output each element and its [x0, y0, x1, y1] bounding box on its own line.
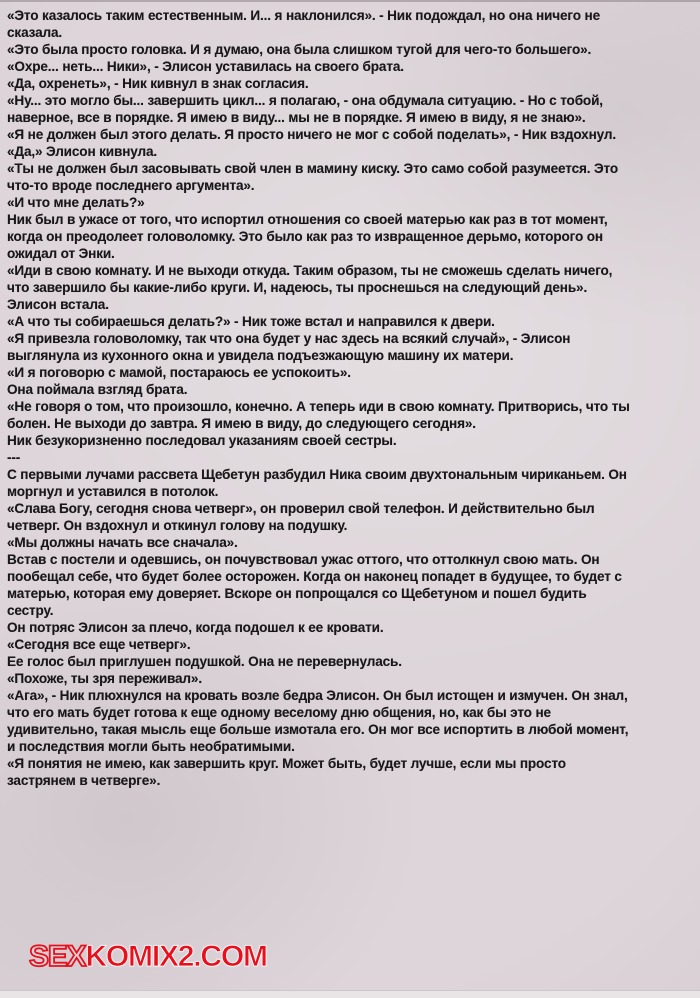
story-line: сказала.	[7, 25, 63, 40]
story-line: болен. Не выходи до завтра. Я имею в виду, до следующего сегодня».	[7, 416, 476, 431]
story-line: «Ну... это могло бы... завершить цикл... я полагаю, - она обдумала ситуацию. - Но с тобой,	[7, 93, 603, 108]
story-line: удивительно, такая мысль еще больше измотала его. Он мог все испортить в любой момент,	[7, 722, 629, 737]
story-line: «А что ты собираешься делать?» - Ник тоже встал и направился к двери.	[7, 314, 495, 329]
story-line: Встав с постели и одевшись, он почувствовал ужас оттого, что оттолкнул свою мать. Он	[7, 552, 600, 567]
story-line: моргнул и уставился в потолок.	[7, 484, 219, 499]
watermark-domain-text: KOMIX2.COM	[85, 940, 267, 973]
story-line: застрянем в четверге».	[7, 773, 161, 788]
page-bottom-strip	[0, 990, 700, 998]
story-line: ожидал от Энки.	[7, 246, 115, 261]
story-line: Ник безукоризненно последовал указаниям своей сестры.	[7, 433, 397, 448]
watermark	[29, 940, 267, 974]
story-line: Ник был в ужасе от того, что испортил отношения со своей матерью как раз в тот момент,	[7, 212, 608, 227]
story-line: Ее голос был приглушен подушкой. Она не перевернулась.	[7, 654, 402, 669]
story-line: Элисон встала.	[7, 297, 109, 312]
story-line: «Слава Богу, сегодня снова четверг», он проверил свой телефон. И действительно был	[7, 501, 595, 516]
story-line: что его мать будет готова к еще одному веселому дню общения, но, как бы это не	[7, 705, 551, 720]
story-line: «Это казалось таким естественным. И... я наклонился». - Ник подождал, но она ничего не	[7, 8, 600, 23]
story-line: когда он преодолеет головоломку. Это было как раз то извращенное дерьмо, которого он	[7, 229, 603, 244]
story-line: «Ты не должен был засовывать свой член в мамину киску. Это само собой разумеется. Это	[7, 161, 619, 176]
story-line: «Сегодня все еще четверг».	[7, 637, 191, 652]
story-line: «Да,» Элисон кивнула.	[7, 144, 158, 159]
story-line: ---	[7, 450, 21, 465]
story-line: «И я поговорю с мамой, постараюсь ее успокоить».	[7, 365, 351, 380]
story-line: «Это была просто головка. И я думаю, она была слишком тугой для чего-то большего».	[7, 42, 592, 57]
story-line: Она поймала взгляд брата.	[7, 382, 188, 397]
story-line: «Я привезла головоломку, так что она будет у нас здесь на всякий случай», - Элисон	[7, 331, 571, 346]
story-line: матерью, которая ему доверяет. Вскоре он попрощался со Щебетуном и пошел будить	[7, 586, 587, 601]
story-line: «Я понятия не имею, как завершить круг. Может быть, будет лучше, если мы просто	[7, 756, 566, 771]
story-line: «Мы должны начать все сначала».	[7, 535, 238, 550]
story-line: «Не говоря о том, что произошло, конечно. А теперь иди в свою комнату. Притворись, что ты	[7, 399, 630, 414]
story-line: сестру.	[7, 603, 54, 618]
story-line: «Иди в свою комнату. И не выходи откуда. Таким образом, ты не сможешь сделать ничего,	[7, 263, 613, 278]
story-line: выглянула из кухонного окна и увидела подъезжающую машину их матери.	[7, 348, 514, 363]
story-line: «Похоже, ты зря переживал».	[7, 671, 202, 686]
page-top-edge	[0, 0, 700, 2]
story-line: Он потряс Элисон за плечо, когда подошел к ее кровати.	[7, 620, 384, 635]
story-line: что завершило бы какие-либо круги. И, надеюсь, ты проснешься на следующий день».	[7, 280, 588, 295]
story-line: четверг. Он вздохнул и откинул голову на подушку.	[7, 518, 348, 533]
story-text	[7, 7, 697, 789]
story-line: пообещал себе, что будет более осторожен. Когда он наконец попадет в будущее, то будет с	[7, 569, 622, 584]
story-line: «И что мне делать?»	[7, 195, 145, 210]
watermark-sex-text: SEX	[29, 940, 86, 973]
story-line: «Охре... неть... Ники», - Элисон уставилась на своего брата.	[7, 59, 404, 74]
story-line: и последствия могли быть необратимыми.	[7, 739, 295, 754]
story-line: что-то вроде последнего аргумента».	[7, 178, 255, 193]
story-line: «Я не должен был этого делать. Я просто ничего не мог с собой поделать», - Ник вздохнул.	[7, 127, 616, 142]
story-line: С первыми лучами рассвета Щебетун разбудил Ника своим двухтональным чириканьем. Он	[7, 467, 627, 482]
story-line: наверное, все в порядке. Я имею в виду... мы не в порядке. Я имею в виду, я не знаю».	[7, 110, 586, 125]
story-line: «Да, охренеть», - Ник кивнул в знак согласия.	[7, 76, 309, 91]
story-line: «Ага», - Ник плюхнулся на кровать возле бедра Элисон. Он был истощен и измучен. Он знал,	[7, 688, 628, 703]
